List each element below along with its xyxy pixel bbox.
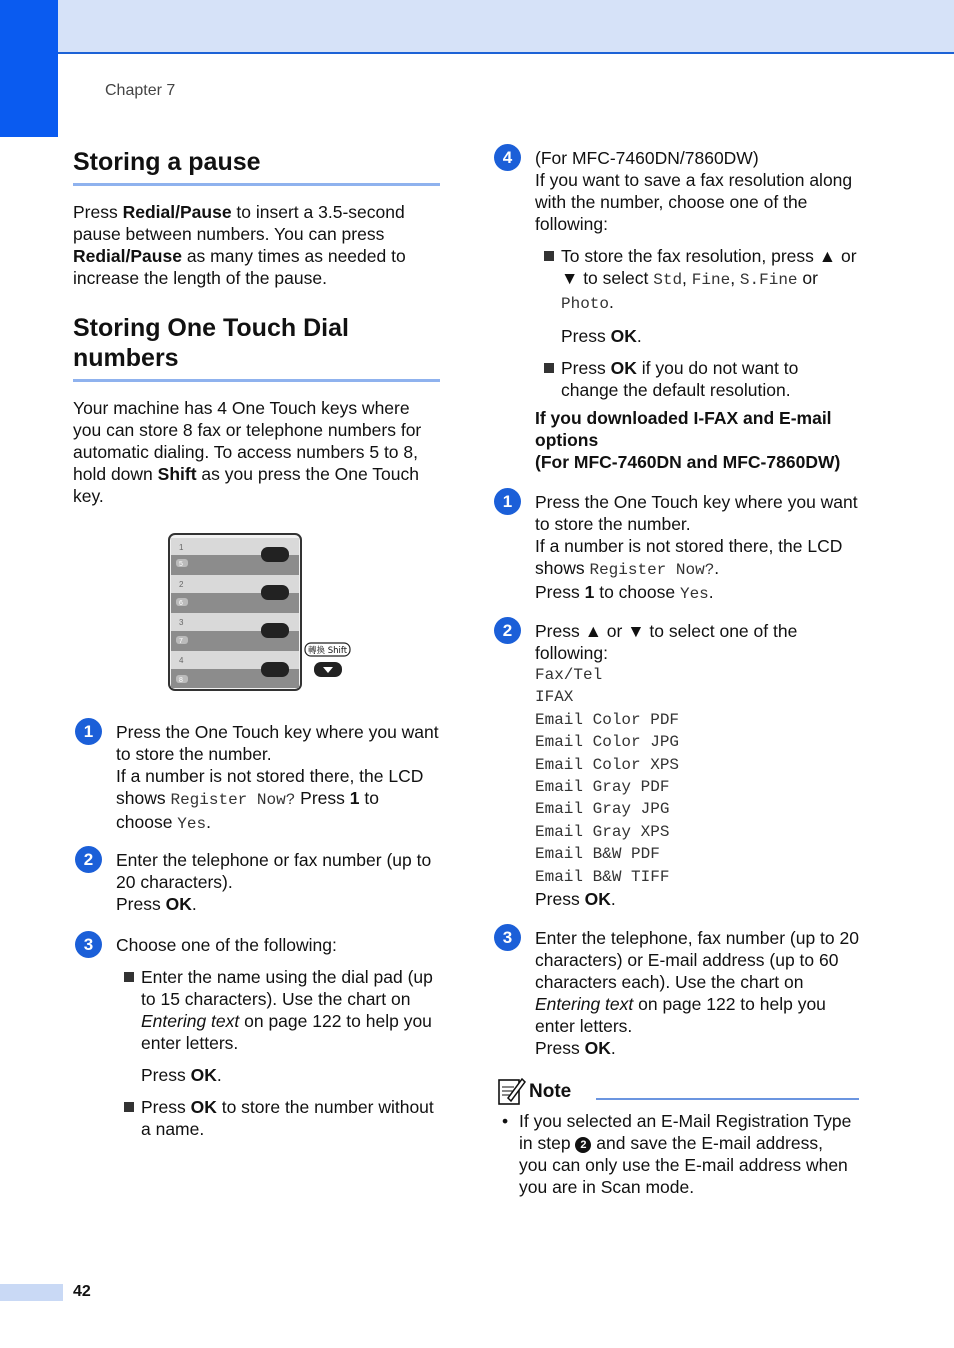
keypad-row — [171, 575, 299, 613]
option-item: Fax/Tel — [535, 666, 603, 684]
step-number: 2 — [494, 617, 521, 644]
chapter-tab — [0, 0, 58, 137]
key-number-top: 1 — [179, 543, 184, 552]
keypad-row — [171, 538, 299, 575]
footer-bar — [0, 1284, 63, 1301]
option-item: Email Color XPS — [535, 755, 680, 774]
note-pencil-icon — [496, 1076, 526, 1106]
step-text: (For MFC-7460DN/7860DW) — [535, 148, 759, 168]
option-list — [535, 664, 859, 888]
keypad-row — [171, 613, 299, 651]
key-number-top: 3 — [179, 618, 184, 627]
bullet-item: To store the fax resolution, press ▲ or ▼ to select Std, Fine, S.Fine or Photo. — [542, 245, 859, 315]
step-2 — [75, 846, 440, 915]
step-text: Press OK. — [561, 326, 642, 346]
key-number-bottom: 8 — [179, 677, 183, 684]
note-item: • If you selected an E-Mail Registration Type in step 2 and save the E-mail address, you can only use the E-mail address when you are in Scan mode. — [502, 1110, 852, 1198]
options-subheading: If you downloaded I-FAX and E-mail options (For MFC-7460DN and MFC-7860DW) — [535, 408, 841, 472]
note-rule — [596, 1098, 859, 1100]
step-text: Choose one of the following: — [116, 935, 337, 955]
option-item: IFAX — [535, 688, 574, 707]
note-body — [502, 1110, 852, 1198]
option-item: Email Gray XPS — [535, 822, 670, 841]
step-text: Press 1 to choose Yes. — [535, 582, 714, 603]
step-text: Press OK. — [141, 1065, 222, 1085]
option-item: Email B&W PDF — [535, 845, 660, 864]
step-text: Press the One Touch key where you want to store the number. — [535, 492, 858, 534]
svg-text:轉換 Shift: 轉換 Shift — [308, 646, 348, 656]
option-item: Email B&W TIFF — [535, 867, 670, 886]
one-touch-keypad-illustration — [165, 530, 360, 695]
step-number: 3 — [75, 931, 102, 958]
section-title: Storing a pause — [73, 147, 440, 186]
option-item: Email Gray JPG — [535, 800, 670, 819]
header-bar — [0, 0, 954, 54]
note-label: Note — [529, 1081, 572, 1102]
step-number: 1 — [75, 718, 102, 745]
step-A1 — [494, 488, 859, 605]
page-number: 42 — [73, 1283, 91, 1300]
section-paragraph: Your machine has 4 One Touch keys where you can store 8 fax or telephone numbers for automatic dialing. To access numbers 5 to 8, hold down Shift as you press the One Touch key. — [73, 398, 422, 506]
step-number: 1 — [494, 488, 521, 515]
step-text: Press the One Touch key where you want to store the number. — [116, 722, 439, 764]
key-number-bottom: 7 — [179, 638, 183, 645]
step-text: Enter the telephone, fax number (up to 20 characters) or E-mail address (up to 60 characters each). Use the chart on Entering text on page 122 to help you enter letters. — [535, 928, 859, 1036]
note-header — [496, 1076, 859, 1106]
step-1 — [75, 718, 440, 835]
step-text: Enter the telephone or fax number (up to 20 characters). — [116, 850, 432, 892]
option-item: Email Gray PDF — [535, 778, 670, 797]
section-storing-pause — [73, 147, 440, 289]
step-number: 4 — [494, 144, 521, 171]
step-A2 — [494, 617, 859, 910]
keypad-row — [171, 651, 299, 688]
step-text: Press ▲ or ▼ to select one of the following: — [535, 621, 798, 663]
step-number: 2 — [75, 846, 102, 873]
key-number-bottom: 5 — [179, 561, 183, 568]
key-number-top: 4 — [179, 656, 184, 665]
bullet-item: Enter the name using the dial pad (up to 15 characters). Use the chart on Entering text on page 122 to help you enter letters. — [122, 966, 440, 1054]
option-item: Email Color PDF — [535, 710, 680, 729]
key-number-top: 2 — [179, 580, 184, 589]
step-text: Press OK. — [535, 1038, 616, 1058]
bullet-item: Press OK to store the number without a name. — [122, 1096, 440, 1140]
chapter-label: Chapter 7 — [105, 82, 176, 99]
section-paragraph: Press Redial/Pause to insert a 3.5-second pause between numbers. You can press Redial/Pause as many times as needed to increase the length of the pause. — [73, 202, 406, 288]
section-title: Storing One Touch Dial numbers — [73, 313, 440, 382]
section-one-touch — [73, 313, 440, 507]
shift-key — [305, 643, 350, 677]
step-text: Press OK. — [535, 889, 616, 910]
step-text: If a number is not stored there, the LCD shows Register Now?. — [535, 536, 843, 579]
step-3 — [75, 931, 440, 1140]
step-text: If a number is not stored there, the LCD shows Register Now? Press 1 to choose Yes. — [116, 766, 424, 833]
bullet-item: Press OK if you do not want to change the default resolution. — [542, 357, 859, 401]
step-text: Press OK. — [116, 894, 197, 914]
step-4 — [494, 144, 859, 401]
step-ref-badge: 2 — [575, 1137, 591, 1153]
key-number-bottom: 6 — [179, 600, 183, 607]
step-number: 3 — [494, 924, 521, 951]
step-A3 — [494, 924, 859, 1059]
option-item: Email Color JPG — [535, 733, 680, 752]
step-text: If you want to save a fax resolution along with the number, choose one of the following: — [535, 170, 853, 234]
